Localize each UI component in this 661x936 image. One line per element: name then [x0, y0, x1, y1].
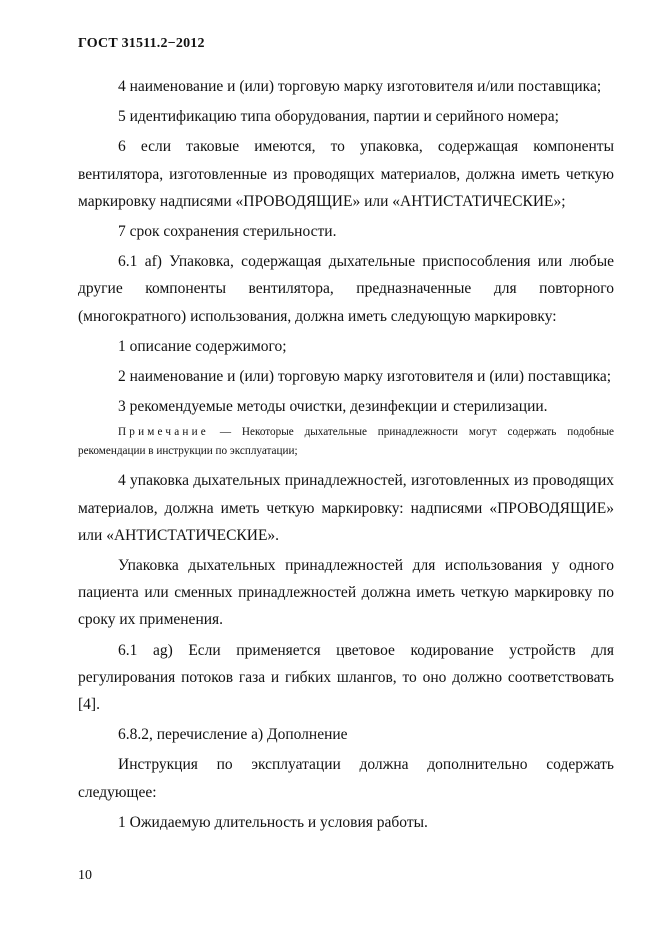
- paragraph: Инструкция по эксплуатации должна дополнительно содержать следующее:: [78, 756, 614, 801]
- paragraph: Упаковка дыхательных принадлежностей для использования у одного пациента или сменных принадлежностей должна иметь четкую маркировку по сроку их применения.: [78, 557, 614, 629]
- paragraph: 1 Ожидаемую длительность и условия работы.: [118, 813, 428, 831]
- paragraph: 7 срок сохранения стерильности.: [118, 223, 337, 241]
- paragraph: 1 описание содержимого;: [118, 337, 287, 355]
- note-label: Примечание: [118, 426, 209, 439]
- paragraph: 4 упаковка дыхательных принадлежностей, изготовленных из проводящих материалов, должна иметь четкую маркировку: надписями «ПРОВОДЯЩИЕ» или «АНТИСТАТИЧЕСКИЕ».: [78, 472, 614, 544]
- paragraph: 4 наименование и (или) торговую марку изготовителя и/или поставщика;: [118, 78, 602, 95]
- paragraph: 6.8.2, перечисление а) Дополнение: [118, 726, 348, 744]
- note-text: — Некоторые дыхательные принадлежности могут содержать подобные рекомендации в инструкции по эксплуатации;: [78, 426, 614, 458]
- paragraph: 2 наименование и (или) торговую марку изготовителя и (или) поставщика;: [118, 368, 612, 386]
- note: [78, 423, 614, 461]
- paragraph: 6.1 af) Упаковка, содержащая дыхательные приспособления или любые другие компоненты вентилятора, предназначенные для повторного (многократного) использования, должна иметь следующую маркировку:: [78, 253, 614, 325]
- page-number: 10: [78, 868, 92, 883]
- paragraph: 5 идентификацию типа оборудования, партии и серийного номера;: [118, 108, 559, 126]
- paragraph: 3 рекомендуемые методы очистки, дезинфекции и стерилизации.: [118, 398, 548, 416]
- paragraph: 6 если таковые имеются, то упаковка, содержащая компоненты вентилятора, изготовленные из проводящих материалов, должна иметь четкую маркировку надписями «ПРОВОДЯЩИЕ» или «АНТИСТАТИЧЕСКИЕ»;: [78, 138, 614, 210]
- document-body: [78, 73, 614, 836]
- document-header: ГОСТ 31511.2−2012: [78, 36, 205, 51]
- paragraph: 6.1 ag) Если применяется цветовое кодирование устройств для регулирования потоков газа и гибких шлангов, то оно должно соответствовать [4].: [78, 641, 614, 714]
